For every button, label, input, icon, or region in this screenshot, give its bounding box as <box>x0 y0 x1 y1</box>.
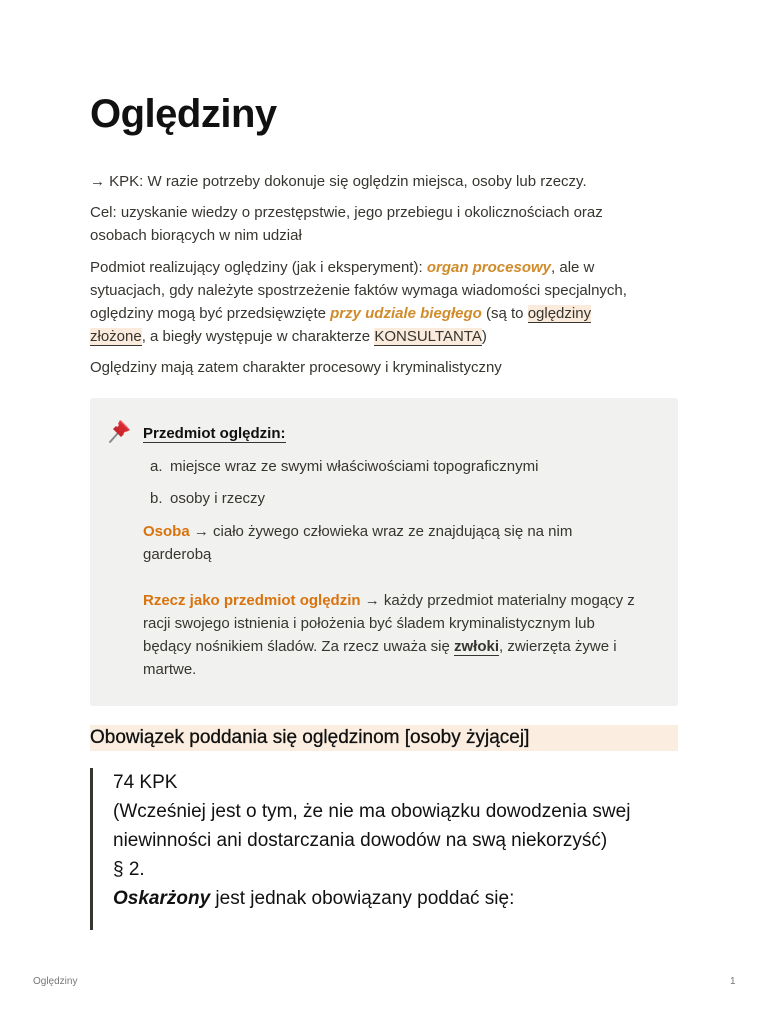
callout-title: Przedmiot oględzin: <box>143 425 286 442</box>
rzecz-term: Rzecz jako przedmiot oględzin <box>143 592 361 609</box>
footer-title: Oględziny <box>33 976 78 987</box>
quote-line: (Wcześniej jest o tym, że nie ma obowiązku dowodzenia swej <box>113 801 631 822</box>
list-item-text: osoby i rzeczy <box>170 490 266 507</box>
rzecz-definition <box>143 589 663 681</box>
quote-block <box>90 768 681 930</box>
callout-title-line <box>143 422 663 445</box>
przy-udziale-bieglego-emphasis: przy udziale biegłego <box>330 305 482 322</box>
konsultanta-highlight: KONSULTANTA <box>374 328 482 345</box>
cel-line-1: Cel: uzyskanie wiedzy o przestępstwie, jego przebiegu i okolicznościach oraz <box>90 204 603 221</box>
quote-line: § 2. <box>113 859 145 880</box>
paragraph-kpk: → KPK: W razie potrzeby dokonuje się oględzin miejsca, osoby lub rzeczy. <box>90 173 587 190</box>
quote-line: 74 KPK <box>113 772 178 793</box>
podmiot-text: (są to <box>481 305 528 322</box>
organ-procesowy-emphasis: organ procesowy <box>426 259 552 276</box>
list-item <box>150 455 538 478</box>
quote-line <box>113 884 514 913</box>
rzecz-text: racji swojego istnienia i położenia być śladem kryminalistycznym lub <box>143 615 595 632</box>
osoba-text: → ciało żywego człowieka wraz ze znajdującą się na nim <box>189 523 573 540</box>
pushpin-icon <box>104 416 134 446</box>
rzecz-text: martwe. <box>143 661 197 678</box>
ogledziny-zlozone-highlight: złożone <box>90 328 142 345</box>
oskarzony-emphasis: Oskarżony <box>113 888 211 909</box>
rzecz-text: → każdy przedmiot materialny mogący z <box>360 592 635 609</box>
zwloki-emphasis: zwłoki <box>453 638 499 655</box>
page-title: Oględziny <box>90 92 277 136</box>
cel-line-2: osobach biorących w nim udział <box>90 227 302 244</box>
podmiot-text: , ale w <box>551 259 595 276</box>
podmiot-text: oględziny mogą być przedsięwzięte <box>90 305 331 322</box>
quote-text: jest jednak obowiązany poddać się: <box>210 888 515 909</box>
quote-line: niewinności ani dostarczania dowodów na swą niekorzyść) <box>113 830 608 851</box>
paragraph-podmiot <box>90 256 678 348</box>
ogledziny-zlozone-highlight: oględziny <box>527 305 592 322</box>
list-marker: a. <box>150 458 163 475</box>
osoba-text: garderobą <box>143 546 212 563</box>
rzecz-text: , zwierzęta żywe i <box>499 638 617 655</box>
podmiot-text: Podmiot realizujący oględziny (jak i eksperyment): <box>90 259 427 276</box>
paragraph-cel <box>90 201 678 247</box>
paragraph-charakter: Oględziny mają zatem charakter procesowy i kryminalistyczny <box>90 359 502 376</box>
page-number: 1 <box>730 976 736 987</box>
osoba-term: Osoba <box>143 523 190 540</box>
osoba-definition <box>143 520 663 566</box>
callout-box <box>90 398 678 706</box>
list-item-text: miejsce wraz ze swymi właściwościami topograficznymi <box>170 458 539 475</box>
podmiot-text: ) <box>481 328 487 345</box>
list-item <box>150 487 265 510</box>
podmiot-text: , a biegły występuje w charakterze <box>141 328 375 345</box>
rzecz-text: będący nośnikiem śladów. Za rzecz uważa się <box>143 638 454 655</box>
list-marker: b. <box>150 490 163 507</box>
section-heading: Obowiązek poddania się oględzinom [osoby żyjącej] <box>90 725 678 751</box>
podmiot-text: sytuacjach, gdy należyte spostrzeżenie faktów wymaga wiadomości specjalnych, <box>90 282 627 299</box>
